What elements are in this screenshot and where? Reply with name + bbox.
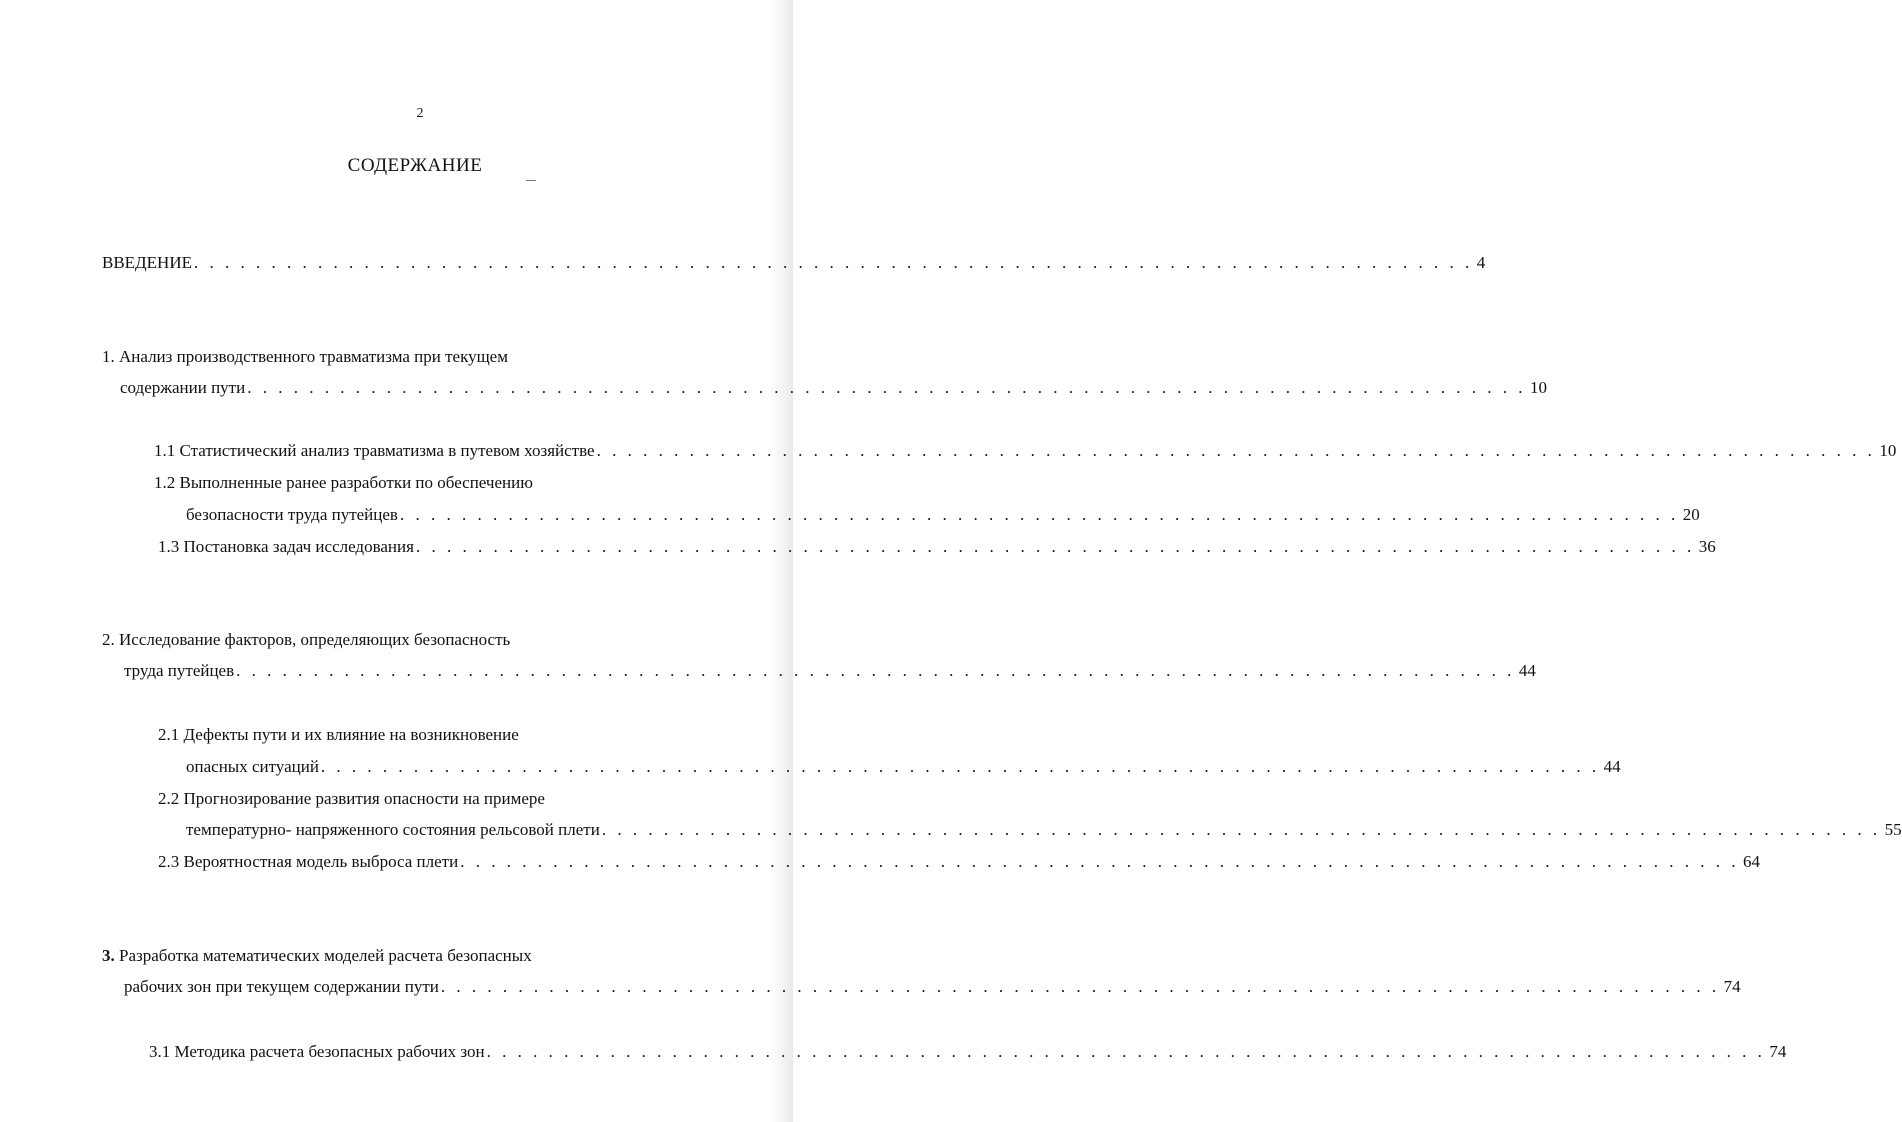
toc-leader-dots: . . . . . . . . . . . . . . . . . . . . . . . . . . . . . . . . . . . . . . . . . . . . . . . . . . . . . . . . . . . . . . . . . . . . . . . . . . . . . . . . . . . [460, 852, 1739, 871]
toc-title: СОДЕРЖАНИЕ [347, 155, 483, 176]
toc-entry-page: 74 [1723, 977, 1741, 996]
toc-section-2-2-title[interactable]: 2.2 Прогнозирование развития опасности на примере [158, 789, 545, 808]
toc-entry-text: 1.1 Статистический анализ травматизма в путевом хозяйстве [154, 441, 595, 460]
toc-section-1-3[interactable] [158, 535, 1716, 559]
toc-leader-dots: . . . . . . . . . . . . . . . . . . . . . . . . . . . . . . . . . . . . . . . . . . . . . . . . . . . . . . . . . . . . . . . . . . . . . . . . . . . . . . . . . . . [415, 537, 1695, 556]
toc-section-3-1[interactable] [149, 1040, 1787, 1064]
toc-chapter-3[interactable] [124, 975, 1741, 999]
toc-leader-dots: . . . . . . . . . . . . . . . . . . . . . . . . . . . . . . . . . . . . . . . . . . . . . . . . . . . . . . . . . . . . . . . . . . . . . . . . . . . . . . . . . . . [440, 977, 1720, 996]
toc-entry-page: 4 [1476, 253, 1486, 272]
toc-entry-page: 36 [1698, 537, 1716, 556]
toc-chapter-2-title[interactable]: 2. Исследование факторов, определяющих безопасность [102, 630, 511, 649]
toc-leader-dots: . . . . . . . . . . . . . . . . . . . . . . . . . . . . . . . . . . . . . . . . . . . . . . . . . . . . . . . . . . . . . . . . . . . . . . . . . . . . . . . . . . . [320, 757, 1600, 776]
toc-chapter-number: 3. [102, 946, 115, 965]
toc-entry-text: опасных ситуаций [186, 757, 319, 776]
toc-leader-dots: . . . . . . . . . . . . . . . . . . . . . . . . . . . . . . . . . . . . . . . . . . . . . . . . . . . . . . . . . . . . . . . . . . . . . . . . . . . . . . . . . . . [399, 505, 1679, 524]
toc-leader-dots: . . . . . . . . . . . . . . . . . . . . . . . . . . . . . . . . . . . . . . . . . . . . . . . . . . . . . . . . . . . . . . . . . . . . . . . . . . . . . . . . . . . [193, 253, 1473, 272]
toc-entry-page: 55 [1884, 820, 1902, 839]
toc-entry-text: рабочих зон при текущем содержании пути [124, 977, 439, 996]
toc-entry-page: 10 [1529, 378, 1547, 397]
toc-leader-dots: . . . . . . . . . . . . . . . . . . . . . . . . . . . . . . . . . . . . . . . . . . . . . . . . . . . . . . . . . . . . . . . . . . . . . . . . . . . . . . . . . . . [247, 378, 1526, 397]
toc-entry-page: 74 [1769, 1042, 1787, 1061]
toc-entry-text: температурно- напряженного состояния рельсовой плети [186, 820, 600, 839]
toc-section-2-2[interactable] [186, 818, 1902, 842]
toc-chapter-2[interactable] [124, 659, 1536, 683]
toc-section-2-1[interactable] [186, 755, 1621, 779]
toc-entry-page: 10 [1879, 441, 1897, 460]
toc-section-1-2[interactable] [186, 503, 1700, 527]
toc-entry-page: 20 [1682, 505, 1700, 524]
toc-entry-text: 2.3 Вероятностная модель выброса плети [158, 852, 459, 871]
toc-section-1-2-title[interactable]: 1.2 Выполненные ранее разработки по обеспечению [154, 473, 533, 492]
toc-entry-text: 3.1 Методика расчета безопасных рабочих зон [149, 1042, 485, 1061]
toc-entry-text: содержании пути [120, 378, 246, 397]
toc-entry-page: 44 [1603, 757, 1621, 776]
toc-leader-dots: . . . . . . . . . . . . . . . . . . . . . . . . . . . . . . . . . . . . . . . . . . . . . . . . . . . . . . . . . . . . . . . . . . . . . . . . . . . . . . . . . . . [236, 661, 1515, 680]
toc-entry-text: ВВЕДЕНИЕ [102, 253, 192, 272]
toc-section-2-3[interactable] [158, 850, 1760, 874]
toc-leader-dots: . . . . . . . . . . . . . . . . . . . . . . . . . . . . . . . . . . . . . . . . . . . . . . . . . . . . . . . . . . . . . . . . . . . . . . . . . . . . . . . . . . . [486, 1042, 1766, 1061]
toc-leader-dots: . . . . . . . . . . . . . . . . . . . . . . . . . . . . . . . . . . . . . . . . . . . . . . . . . . . . . . . . . . . . . . . . . . . . . . . . . . . . . . . . . . . [601, 820, 1881, 839]
toc-chapter-3-title[interactable] [102, 944, 532, 968]
toc-section-1-1[interactable] [154, 439, 1897, 463]
page-number: 2 [416, 106, 424, 121]
toc-entry-text: 1.3 Постановка задач исследования [158, 537, 414, 556]
toc-entry-page: 64 [1742, 852, 1760, 871]
toc-leader-dots: . . . . . . . . . . . . . . . . . . . . . . . . . . . . . . . . . . . . . . . . . . . . . . . . . . . . . . . . . . . . . . . . . . . . . . . . . . . . . . . . . . . [596, 441, 1876, 460]
toc-entry-text: Разработка математических моделей расчета безопасных [119, 946, 532, 965]
toc-entry-introduction[interactable] [102, 251, 1486, 275]
toc-chapter-1[interactable] [120, 376, 1547, 400]
toc-entry-page: 44 [1518, 661, 1536, 680]
toc-chapter-1-title[interactable]: 1. Анализ производственного травматизма при текущем [102, 347, 508, 366]
scan-speck [526, 180, 536, 181]
toc-entry-text: труда путейцев [124, 661, 235, 680]
toc-section-2-1-title[interactable]: 2.1 Дефекты пути и их влияние на возникновение [158, 725, 519, 744]
toc-entry-text: безопасности труда путейцев [186, 505, 398, 524]
